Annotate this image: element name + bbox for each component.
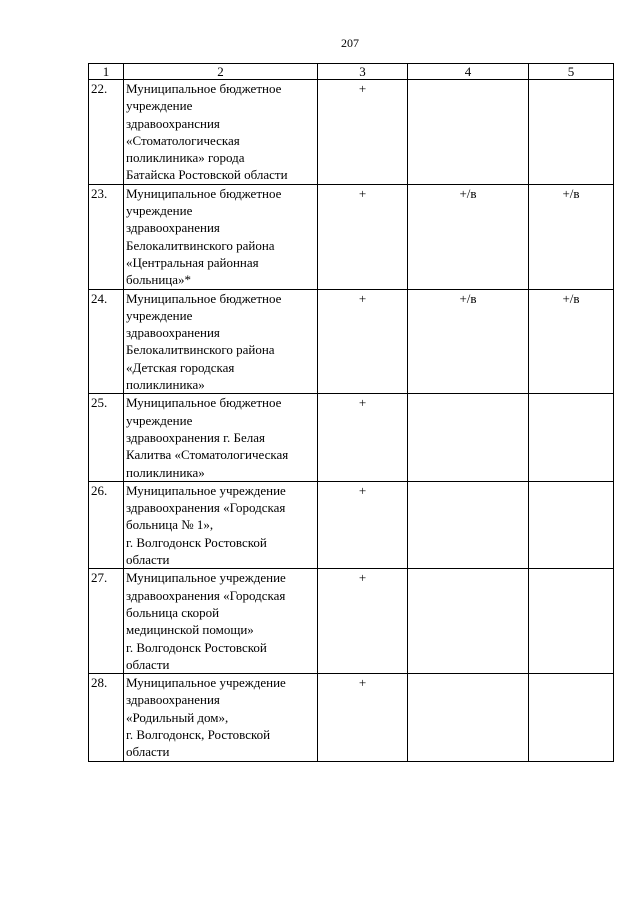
mark-cell-c5: +/в [529, 289, 614, 394]
institution-name-line: области [126, 552, 170, 568]
column-header-1: 1 [89, 64, 124, 80]
table-row [89, 674, 614, 761]
row-number: 23. [89, 184, 124, 289]
institution-name-line: г. Волгодонск Ростовской [126, 639, 267, 655]
institution-name-line: здравоохранения г. Белая [126, 429, 265, 445]
institution-name-line: Белокалитвинского района [126, 237, 275, 253]
institution-name [124, 394, 318, 481]
mark-cell-c5 [529, 569, 614, 674]
institution-name-line: Муниципальное учреждение [126, 675, 286, 691]
mark-cell-c5 [529, 481, 614, 568]
mark-cell-c4 [408, 569, 529, 674]
institution-name [124, 184, 318, 289]
institution-name-line: поликлиника» [126, 464, 205, 480]
institution-name [124, 80, 318, 185]
page-number: 207 [341, 36, 359, 50]
mark-cell-c5 [529, 674, 614, 761]
row-number: 27. [89, 569, 124, 674]
table-row [89, 481, 614, 568]
mark-cell-c5 [529, 394, 614, 481]
mark-cell-c3: + [318, 481, 408, 568]
institution-name [124, 674, 318, 761]
table-row [89, 394, 614, 481]
column-header-5: 5 [529, 64, 614, 80]
column-header-3: 3 [318, 64, 408, 80]
institution-name [124, 289, 318, 394]
institution-name-line: здравоохрансния [126, 115, 220, 131]
institution-name-line: «Детская городская [126, 359, 235, 375]
institution-name [124, 569, 318, 674]
institution-name-line: поликлиника» города [126, 150, 245, 166]
institution-name-line: Муниципальное бюджетное [126, 185, 282, 201]
institution-name-line: «Центральная районная [126, 254, 259, 270]
institution-name-line: Муниципальное бюджетное [126, 81, 282, 96]
institution-name-line: учреждение [126, 412, 193, 428]
row-number: 22. [89, 80, 124, 185]
mark-cell-c4 [408, 80, 529, 185]
institution-name-line: больница № 1», [126, 517, 214, 533]
mark-cell-c3: + [318, 674, 408, 761]
mark-cell-c3: + [318, 394, 408, 481]
institution-name-line: г. Волгодонск Ростовской [126, 534, 267, 550]
institution-name-line: Муниципальное бюджетное [126, 395, 282, 411]
institution-name-line: Муниципальное бюджетное [126, 290, 282, 306]
mark-cell-c3: + [318, 289, 408, 394]
institution-name-line: г. Волгодонск, Ростовской [126, 726, 271, 742]
mark-cell-c5 [529, 80, 614, 185]
institution-name-line: «Родильный дом», [126, 709, 229, 725]
institution-name-line: здравоохранения [126, 325, 220, 341]
institutions-table [88, 63, 614, 762]
institution-name-line: области [126, 744, 170, 760]
mark-cell-c4: +/в [408, 184, 529, 289]
institution-name-line: «Стоматологическая [126, 132, 240, 148]
institution-name-line: здравоохранения [126, 220, 220, 236]
mark-cell-c4: +/в [408, 289, 529, 394]
mark-cell-c3: + [318, 569, 408, 674]
mark-cell-c3: + [318, 184, 408, 289]
institution-name-line: области [126, 656, 170, 672]
institution-name-line: учреждение [126, 307, 193, 323]
mark-cell-c4 [408, 481, 529, 568]
institution-name [124, 481, 318, 568]
institution-name-line: Белокалитвинского района [126, 342, 275, 358]
institution-name-line: здравоохранения [126, 692, 220, 708]
table-row [89, 80, 614, 185]
mark-cell-c3: + [318, 80, 408, 185]
institution-name-line: Муниципальное учреждение [126, 570, 286, 586]
institution-name-line: учреждение [126, 98, 193, 114]
institution-name-line: Муниципальное учреждение [126, 482, 286, 498]
mark-cell-c4 [408, 394, 529, 481]
institution-name-line: учреждение [126, 203, 193, 219]
column-header-2: 2 [124, 64, 318, 80]
row-number: 25. [89, 394, 124, 481]
institution-name-line: медицинской помощи» [126, 622, 254, 638]
institution-name-line: здравоохранения «Городская [126, 587, 286, 603]
institution-name-line: больница»* [126, 272, 191, 288]
row-number: 28. [89, 674, 124, 761]
institution-name-line: здравоохранения «Городская [126, 500, 286, 516]
table-row [89, 569, 614, 674]
row-number: 26. [89, 481, 124, 568]
institution-name-line: Батайска Ростовской области [126, 167, 288, 183]
table-header-row [89, 64, 614, 80]
row-number: 24. [89, 289, 124, 394]
table-row [89, 184, 614, 289]
institution-name-line: Калитва «Стоматологическая [126, 447, 289, 463]
table-row [89, 289, 614, 394]
institution-name-line: больница скорой [126, 604, 220, 620]
mark-cell-c5: +/в [529, 184, 614, 289]
column-header-4: 4 [408, 64, 529, 80]
mark-cell-c4 [408, 674, 529, 761]
institution-name-line: поликлиника» [126, 377, 205, 393]
